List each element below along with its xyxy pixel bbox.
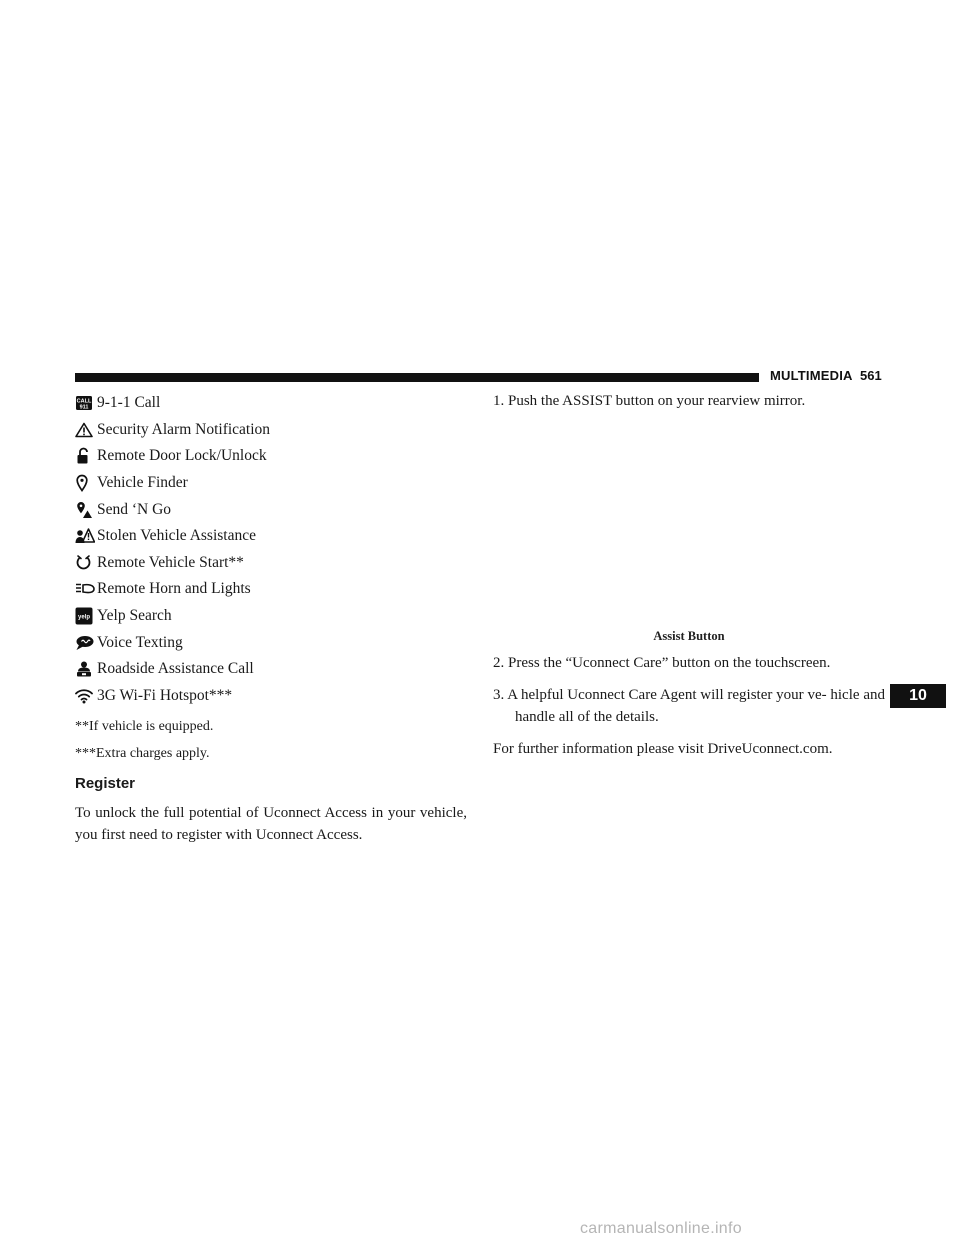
assist-button-figure <box>493 412 885 644</box>
alarm-warning-icon <box>75 421 95 439</box>
figure-caption: Assist Button <box>653 629 725 643</box>
list-item <box>75 656 467 683</box>
list-item <box>75 470 467 497</box>
feature-label: 9-1-1 Call <box>97 394 161 412</box>
list-item <box>75 629 467 656</box>
feature-label: Remote Vehicle Start** <box>97 553 244 571</box>
watermark: carmanualsonline.info <box>580 1220 742 1237</box>
feature-label: Remote Door Lock/Unlock <box>97 447 267 465</box>
feature-label: Roadside Assistance Call <box>97 660 254 678</box>
page-number: 561 <box>860 368 882 383</box>
feature-label: 3G Wi-Fi Hotspot*** <box>97 686 233 704</box>
svg-text:CALL: CALL <box>76 398 92 405</box>
remote-start-icon <box>75 554 95 572</box>
feature-list <box>75 390 467 709</box>
voice-texting-icon <box>75 634 95 652</box>
svg-text:yelp: yelp <box>77 614 91 621</box>
list-item <box>75 390 467 417</box>
left-column <box>75 390 467 846</box>
feature-label: Security Alarm Notification <box>97 420 271 438</box>
list-item <box>75 417 467 444</box>
list-item <box>75 576 467 603</box>
horn-lights-icon <box>75 580 95 598</box>
step-3: 3. A helpful Uconnect Care Agent will register your ve- hicle and handle all of the details. <box>493 687 885 725</box>
wifi-icon <box>75 687 95 705</box>
chapter-tab: 10 <box>890 684 946 708</box>
feature-label: Remote Horn and Lights <box>97 580 251 598</box>
step-2: 2. Press the “Uconnect Care” button on the touchscreen. <box>493 655 831 671</box>
list-item <box>75 683 467 710</box>
send-n-go-icon <box>75 501 95 519</box>
feature-label: Stolen Vehicle Assistance <box>97 527 256 545</box>
right-column <box>493 390 885 760</box>
stolen-vehicle-icon <box>75 527 95 545</box>
list-item <box>75 523 467 550</box>
list-item <box>75 603 467 630</box>
list-item <box>75 496 467 523</box>
feature-label: Yelp Search <box>97 607 172 625</box>
feature-label: Voice Texting <box>97 633 183 651</box>
register-heading: Register <box>75 775 136 793</box>
section-title: MULTIMEDIA <box>770 368 853 383</box>
svg-text:911: 911 <box>79 404 89 411</box>
location-pin-icon <box>75 474 95 492</box>
further-info: For further information please visit DriveUconnect.com. <box>493 741 833 757</box>
footnote-charges: ***Extra charges apply. <box>75 746 210 762</box>
sos-call-icon <box>75 394 95 412</box>
unlock-icon <box>75 447 95 465</box>
register-body: To unlock the full potential of Uconnect Access in your vehicle, you first need to register with Uconnect Access. <box>75 805 467 844</box>
list-item <box>75 443 467 470</box>
footnote-equipped: **If vehicle is equipped. <box>75 719 214 735</box>
feature-label: Vehicle Finder <box>97 474 188 492</box>
header-rule <box>75 373 759 382</box>
feature-label: Send ‘N Go <box>97 500 172 518</box>
yelp-icon <box>75 607 95 625</box>
list-item <box>75 550 467 577</box>
roadside-assistance-icon <box>75 660 95 678</box>
step-1: 1. Push the ASSIST button on your rearview mirror. <box>493 393 806 409</box>
